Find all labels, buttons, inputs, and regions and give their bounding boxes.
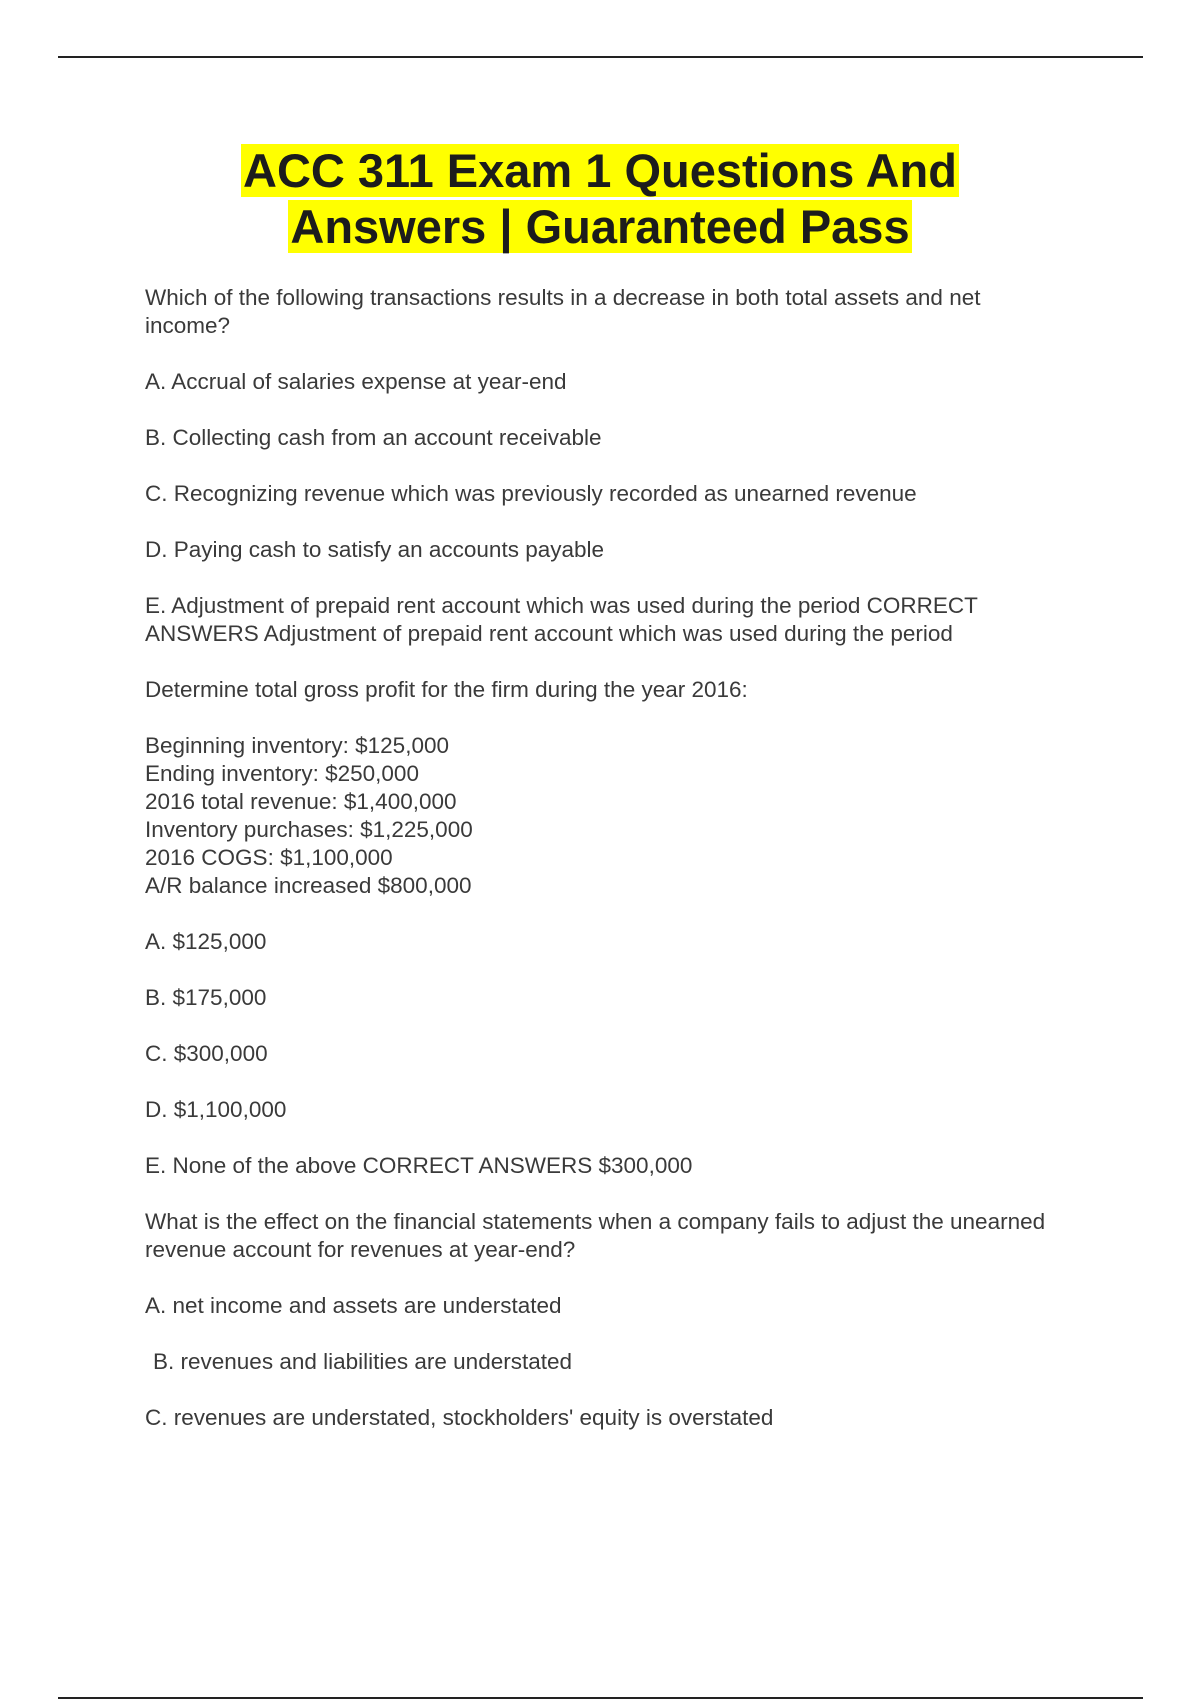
fact-line: Beginning inventory: $125,000	[145, 733, 449, 758]
question-1-option-c: C. Recognizing revenue which was previously recorded as unearned revenue	[145, 481, 917, 506]
question-2-facts	[145, 732, 1065, 900]
question-2-option-b: B. $175,000	[145, 985, 267, 1010]
question-3-option-c: C. revenues are understated, stockholders' equity is overstated	[145, 1405, 774, 1430]
question-1-option-e: E. Adjustment of prepaid rent account which was used during the period CORRECT ANSWERS Adjustment of prepaid rent account which was used during the period	[145, 593, 978, 646]
question-3-stem: What is the effect on the financial statements when a company fails to adjust the unearned revenue account for revenues at year-end?	[145, 1209, 1046, 1262]
question-2-option-d: D. $1,100,000	[145, 1097, 287, 1122]
question-2-option-c: C. $300,000	[145, 1041, 268, 1066]
question-3-option-a: A. net income and assets are understated	[145, 1293, 562, 1318]
question-2-option-e: E. None of the above CORRECT ANSWERS $300,000	[145, 1153, 693, 1178]
question-2-option-a: A. $125,000	[145, 929, 267, 954]
question-2-stem: Determine total gross profit for the firm during the year 2016:	[145, 677, 748, 702]
question-1-option-d: D. Paying cash to satisfy an accounts payable	[145, 537, 605, 562]
title-line-1	[0, 143, 1200, 199]
title-line-2	[0, 199, 1200, 255]
bottom-divider	[58, 1697, 1143, 1699]
fact-line: A/R balance increased $800,000	[145, 873, 472, 898]
fact-line: 2016 total revenue: $1,400,000	[145, 789, 457, 814]
fact-line: 2016 COGS: $1,100,000	[145, 845, 393, 870]
question-1-option-a: A. Accrual of salaries expense at year-end	[145, 369, 567, 394]
document-body	[145, 284, 1065, 1460]
question-1-option-b: B. Collecting cash from an account receivable	[145, 425, 602, 450]
fact-line: Ending inventory: $250,000	[145, 761, 419, 786]
question-3-option-b: B. revenues and liabilities are understated	[153, 1349, 573, 1374]
fact-line: Inventory purchases: $1,225,000	[145, 817, 473, 842]
page-title	[0, 143, 1200, 255]
title-line-1-text: ACC 311 Exam 1 Questions And	[243, 144, 957, 197]
question-1-stem: Which of the following transactions results in a decrease in both total assets and net income?	[145, 285, 981, 338]
top-divider	[58, 56, 1143, 58]
title-line-2-text: Answers | Guaranteed Pass	[290, 200, 910, 253]
